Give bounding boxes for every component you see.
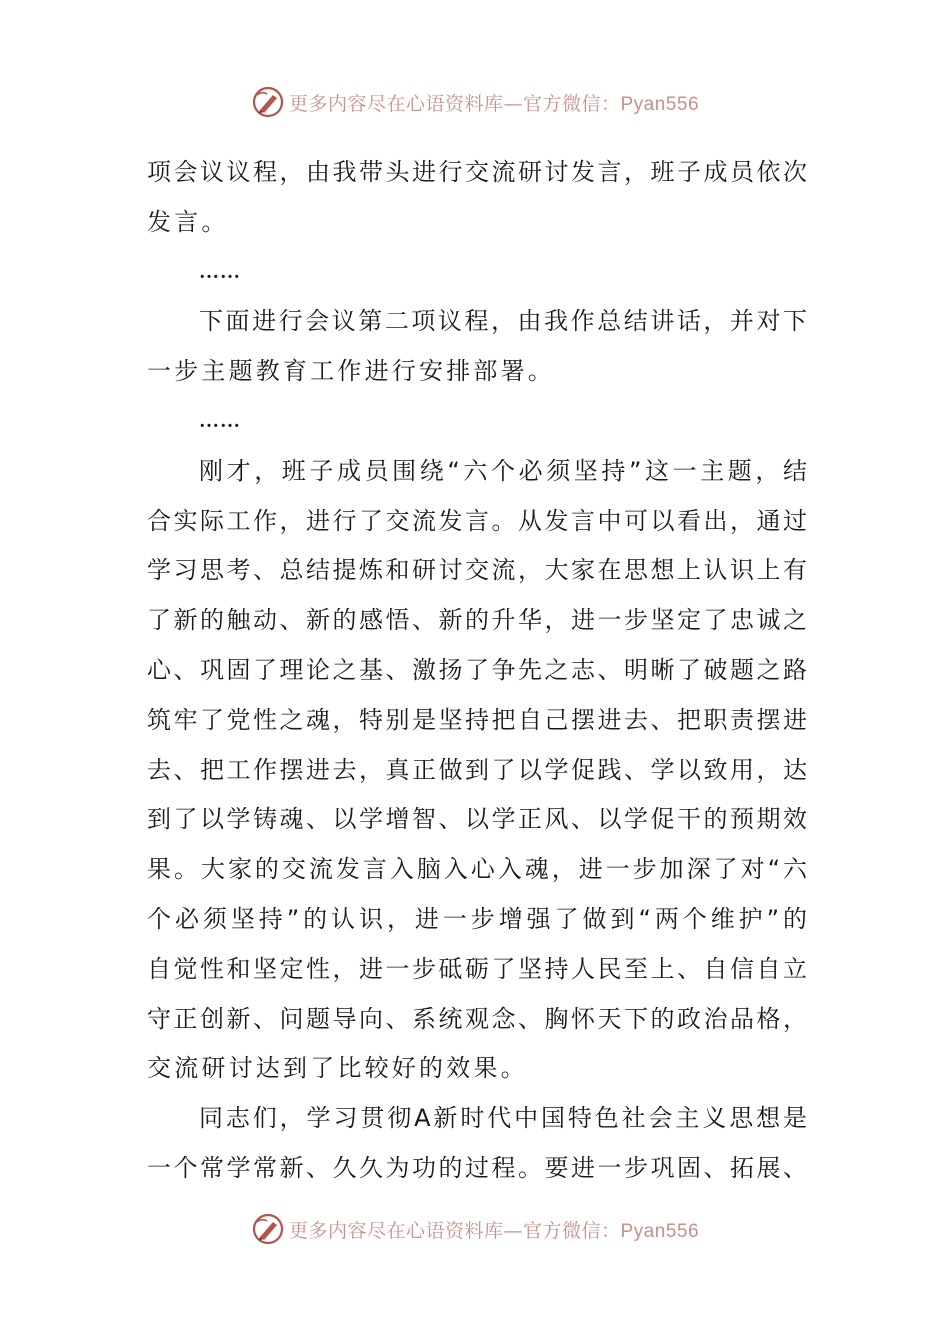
text-line: 到了以学铸魂、以学增智、以学正风、以学促干的预期效 bbox=[147, 805, 807, 834]
text-line: 交流研讨达到了比较好的效果。 bbox=[147, 1054, 528, 1083]
text-line: 一个常学常新、久久为功的过程。要进一步巩固、拓展、 bbox=[147, 1153, 807, 1182]
text-line: 自觉性和坚定性，进一步砥砺了坚持人民至上、自信自立 bbox=[147, 954, 807, 983]
text-line: 筑牢了党性之魂，特别是坚持把自己摆进去、把职责摆进 bbox=[147, 705, 807, 734]
footer-watermark bbox=[0, 1207, 950, 1251]
text-line: 学习思考、总结提炼和研讨交流，大家在思想上认识上有 bbox=[147, 556, 807, 585]
text-line: 一步主题教育工作进行安排部署。 bbox=[147, 357, 555, 386]
ellipsis-line: …… bbox=[199, 260, 241, 283]
text-line: 个必须坚持”的认识，进一步增强了做到“两个维护”的 bbox=[147, 904, 807, 933]
text-line: 守正创新、问题导向、系统观念、胸怀天下的政治品格， bbox=[147, 1004, 807, 1033]
watermark-id: Pyan556 bbox=[620, 93, 700, 115]
ellipsis-line: …… bbox=[199, 409, 241, 432]
watermark-text: 更多内容尽在心语资料库—官方微信：Pyan556 bbox=[288, 1219, 700, 1242]
text-line: 发言。 bbox=[147, 207, 229, 236]
text-line: 合实际工作，进行了交流发言。从发言中可以看出，通过 bbox=[147, 506, 807, 535]
header-watermark bbox=[0, 80, 950, 124]
pen-logo-icon bbox=[251, 1212, 285, 1246]
text-line: 刚才，班子成员围绕“六个必须坚持”这一主题，结 bbox=[199, 456, 807, 485]
text-line: 下面进行会议第二项议程，由我作总结讲话，并对下 bbox=[199, 307, 807, 336]
text-line: 心、巩固了理论之基、激扬了争先之志、明晰了破题之路 bbox=[147, 655, 807, 684]
text-line: 去、把工作摆进去，真正做到了以学促践、学以致用，达 bbox=[147, 755, 807, 784]
text-line: 项会议议程，由我带头进行交流研讨发言，班子成员依次 bbox=[147, 158, 807, 186]
pen-logo-icon bbox=[251, 85, 285, 119]
text-line: 同志们，学习贯彻A新时代中国特色社会主义思想是 bbox=[199, 1104, 807, 1133]
document-body bbox=[147, 148, 807, 1194]
watermark-id: Pyan556 bbox=[620, 1220, 700, 1242]
text-line: 果。大家的交流发言入脑入心入魂，进一步加深了对“六 bbox=[147, 855, 807, 884]
text-line: 了新的触动、新的感悟、新的升华，进一步坚定了忠诚之 bbox=[147, 606, 807, 635]
watermark-text: 更多内容尽在心语资料库—官方微信：Pyan556 bbox=[288, 92, 700, 115]
